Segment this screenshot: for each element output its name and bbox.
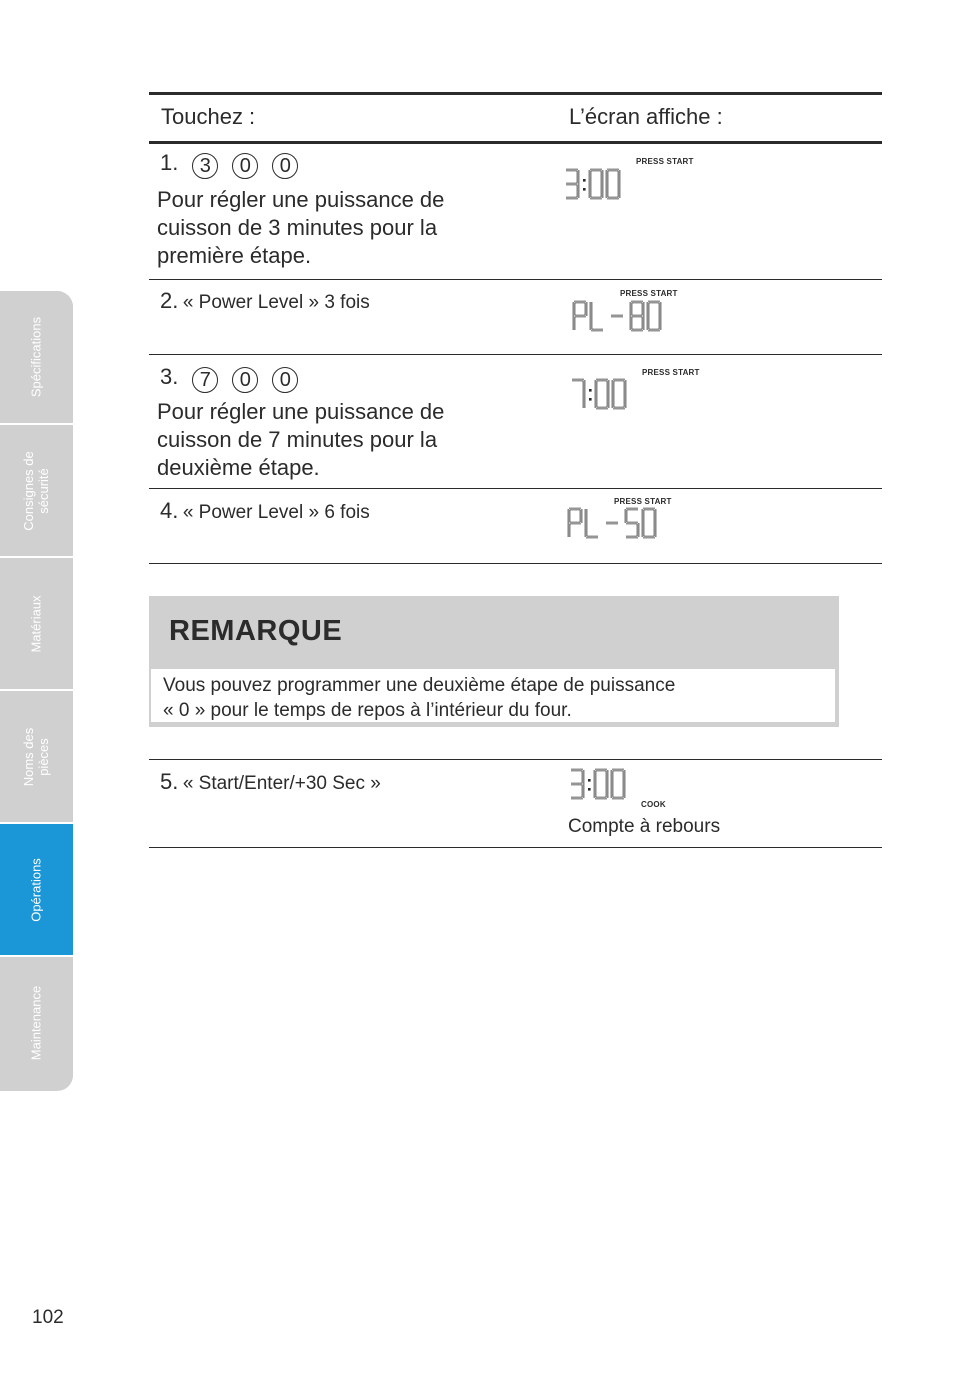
tab-label: Maintenance	[28, 985, 44, 1061]
step-number: 4.	[160, 498, 179, 523]
row-rule-3	[149, 488, 882, 489]
step-1-desc-line: cuisson de 3 minutes pour la	[157, 215, 438, 240]
press-start-indicator: PRESS START	[614, 497, 672, 506]
header-rule	[149, 141, 882, 144]
step-instruction: « Start/Enter/+30 Sec »	[182, 773, 381, 794]
header-display: L’écran affiche :	[569, 104, 723, 129]
step-3-keys	[160, 364, 298, 393]
tab-label: Opérations	[28, 858, 44, 922]
tab-label: Consignes de sécurité	[21, 451, 51, 531]
press-start-indicator: PRESS START	[636, 157, 694, 166]
lcd-display	[564, 170, 644, 202]
note-title: REMARQUE	[169, 615, 343, 647]
sidebar-tab-specifications[interactable]	[0, 291, 73, 422]
step-number: 1.	[160, 150, 179, 175]
row-rule-1	[149, 279, 882, 280]
cook-indicator: COOK	[641, 800, 666, 809]
note-box	[149, 596, 839, 727]
step-instruction: « Power Level » 3 fois	[182, 292, 370, 313]
countdown-caption: Compte à rebours	[568, 816, 721, 837]
lcd-display	[572, 302, 682, 334]
page-number: 102	[32, 1307, 64, 1328]
step-3-desc-line: cuisson de 7 minutes pour la	[157, 427, 438, 452]
sidebar-tabs	[0, 291, 73, 1091]
step-2-label	[160, 288, 370, 314]
tab-label: Noms des pièces	[21, 727, 51, 787]
header-touch: Touchez :	[161, 104, 256, 129]
sidebar-tab-materials[interactable]	[0, 558, 73, 689]
key-button: 7	[192, 367, 218, 393]
note-body	[151, 669, 835, 722]
row-rule-2	[149, 354, 882, 355]
step5-top-rule	[149, 759, 882, 760]
step-instruction: « Power Level » 6 fois	[182, 502, 370, 523]
step-3-desc-line: deuxième étape.	[157, 455, 320, 480]
table-bottom-rule	[149, 563, 882, 564]
sidebar-tab-safety[interactable]	[0, 425, 73, 556]
step-number: 3.	[160, 364, 179, 389]
key-button: 0	[272, 367, 298, 393]
step5-bottom-rule	[149, 847, 882, 848]
note-text-line: Vous pouvez programmer une deuxième étape de puissance	[163, 675, 676, 696]
table-top-rule	[149, 92, 882, 95]
step-4-label	[160, 498, 370, 524]
lcd-display	[569, 770, 649, 802]
key-button: 3	[192, 153, 218, 179]
sidebar-tab-operations[interactable]	[0, 824, 73, 955]
step-number: 5.	[160, 769, 179, 794]
step-number: 2.	[160, 288, 179, 313]
step-1-keys	[160, 150, 298, 179]
sidebar-tab-parts[interactable]	[0, 691, 73, 822]
press-start-indicator: PRESS START	[620, 289, 678, 298]
tab-label: Spécifications	[28, 316, 44, 398]
note-text-line: « 0 » pour le temps de repos à l’intérieur du four.	[163, 700, 572, 721]
lcd-display	[570, 380, 650, 412]
lcd-display	[567, 509, 677, 541]
key-button: 0	[232, 153, 258, 179]
key-button: 0	[232, 367, 258, 393]
step-1-desc-line: Pour régler une puissance de	[157, 187, 445, 212]
press-start-indicator: PRESS START	[642, 368, 700, 377]
step-1-desc-line: première étape.	[157, 243, 312, 268]
step-3-desc-line: Pour régler une puissance de	[157, 399, 445, 424]
step-5-label	[160, 769, 381, 795]
tab-label: Matériaux	[28, 595, 44, 653]
key-button: 0	[272, 153, 298, 179]
sidebar-tab-maintenance[interactable]	[0, 957, 73, 1088]
